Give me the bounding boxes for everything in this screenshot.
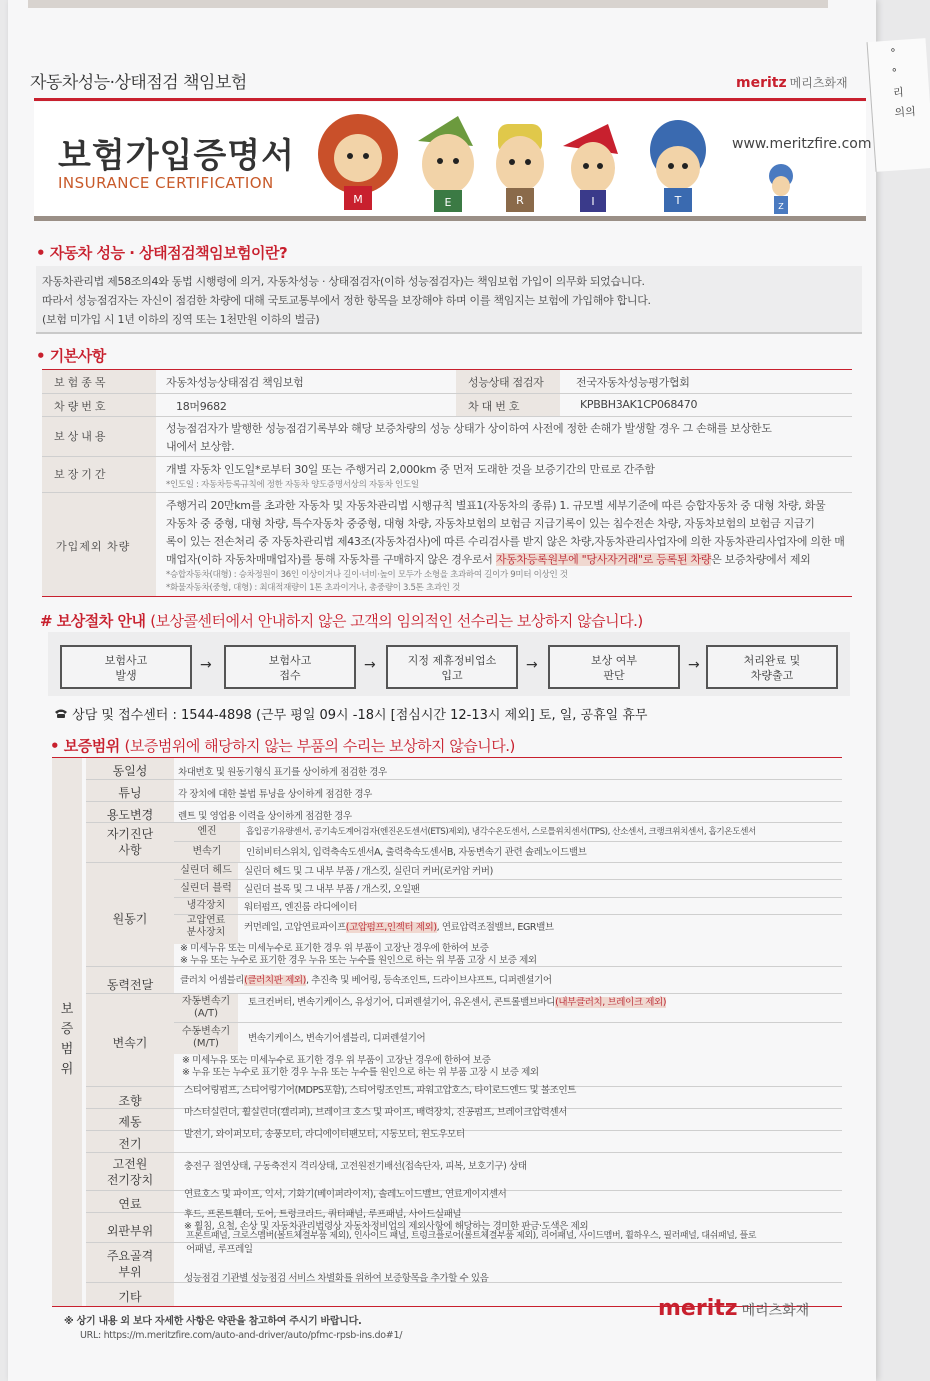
header-subtitle: 자동차성능·상태점검 책임보험 xyxy=(30,73,247,93)
power-desc: 클러치 어셈블리(클러치판 제외), 추진축 및 베어링, 등속조인트, 드라이브샤프트, 디퍼렌셜기어 xyxy=(180,975,552,986)
scope-cat-transmission: 변속기 xyxy=(112,1036,148,1050)
mascot-e xyxy=(418,116,474,212)
svg-text:T: T xyxy=(674,194,682,207)
scope-cat-selfdiag: 자기진단 사항 xyxy=(106,827,154,857)
row-divider xyxy=(42,456,852,457)
excluded-line-2: 자동차 중 중형, 대형 차량, 특수자동차 중중형, 대형 차량, 자동차보험의 보험금 지급기록이 있는 침수전손 차량, 자동차보험의 보험금 지급기 xyxy=(166,517,815,530)
scope-desc-tuning: 각 장치에 대한 불법 튜닝을 상이하게 점검한 경우 xyxy=(178,789,372,800)
row-divider xyxy=(86,801,842,802)
intro-line-2: 따라서 성능점검자는 자신이 점검한 차량에 대해 국토교통부에서 정한 항목을 보장해야 하며 이를 책임지는 보험에 가입해야 합니다. xyxy=(42,294,651,307)
selfdiag-trans-label: 변속기 xyxy=(192,846,222,857)
trans-note-1: ※ 미세누유 또는 미세누수로 표기한 경우 위 부품이 고장난 경우에 한하여 보증 xyxy=(182,1055,491,1066)
frame-desc-2: 어패널, 루프레일 xyxy=(186,1244,253,1255)
scope-cat-electric: 전기 xyxy=(118,1137,142,1151)
row-divider xyxy=(42,393,852,394)
electric-desc: 발전기, 와이퍼모터, 송풍모터, 라디에이터팬모터, 시동모터, 윈도우모터 xyxy=(184,1129,465,1140)
header-url: www.meritzfire.com xyxy=(732,136,872,152)
excluded-label: 가입제외 차량 xyxy=(56,540,131,553)
hv-desc: 충전구 절연상태, 구동축전지 격리상태, 고전원전기배선(접속단자, 피복, 보호기구) 상태 xyxy=(184,1161,527,1172)
fuel-desc: 연료호스 및 파이프, 익서, 기화기(베이퍼라이저), 솔레노이드밸브, 연료게이지센서 xyxy=(184,1189,507,1200)
svg-text:M: M xyxy=(353,193,363,206)
coverage-line-2: 내에서 보상함. xyxy=(166,440,235,453)
arrow-icon: → xyxy=(526,657,538,673)
mascot-m xyxy=(318,114,398,210)
engine-item-desc: 실린더 블록 및 그 내부 부품 / 개스킷, 오일팬 xyxy=(244,884,420,895)
brand-logo-top: meritz 메리츠화재 xyxy=(736,75,848,91)
period-value: 개별 자동차 인도일*로부터 30일 또는 주행거리 2,000km 중 먼저 도래한 것을 보증기간의 만료로 간주함 xyxy=(166,463,655,476)
row-divider xyxy=(86,966,842,967)
scope-cat-exterior: 외판부위 xyxy=(106,1224,154,1238)
procedure-heading: # 보상절차 안내 (보상콜센터에서 안내하지 않은 고객의 임의적인 선수리는 보상하지 않습니다.) xyxy=(40,612,643,630)
etc-desc: 성능점검 기관별 성능점검 서비스 차별화를 위하여 보증항목을 추가할 수 있음 xyxy=(184,1273,489,1284)
vin-label: 차대번호 xyxy=(468,400,523,413)
exterior-desc-2: ※ 휠침, 요철, 손상 및 자동차관리법령상 자동차정비업의 제외사항에 해당하는 경미한 판금·도색은 제외 xyxy=(184,1221,589,1232)
engine-note-1: ※ 미세누유 또는 미세누수로 표기한 경우 위 부품이 고장난 경우에 한하여 보증 xyxy=(180,943,489,954)
row-divider xyxy=(86,822,842,823)
mascot-r xyxy=(496,124,544,212)
arrow-icon: → xyxy=(364,657,376,673)
scope-heading: • 보증범위 (보증범위에 해당하지 않는 부품의 수리는 보상하지 않습니다.) xyxy=(50,737,515,755)
row-divider xyxy=(174,841,842,842)
basic-bottom-rule xyxy=(42,596,852,597)
step-accident-occurs: 보험사고 발생 xyxy=(60,645,192,689)
engine-note-2: ※ 누유 또는 누수로 표기한 경우 누유 또는 누수를 원인으로 하는 위 부품 고장 시 보증 제외 xyxy=(180,955,537,966)
excluded-note-2: *화물자동차(중형, 대형) : 최대적재량이 1톤 초과이거나, 총중량이 3.5톤 초과인 것 xyxy=(166,583,461,593)
car-number-label: 차량번호 xyxy=(54,400,109,413)
row-divider xyxy=(174,897,842,898)
row-divider xyxy=(42,492,852,493)
inspector-value: 전국자동차성능평가협회 xyxy=(576,376,690,389)
mascot-z xyxy=(766,158,796,216)
banner-bottom-bar xyxy=(34,216,866,221)
mascot-i xyxy=(563,124,618,212)
row-divider xyxy=(174,914,842,915)
scope-cat-engine: 원동기 xyxy=(112,912,148,926)
intro-heading: • 자동차 성능 · 상태점검책임보험이란? xyxy=(36,244,288,262)
insurance-type-label: 보험종목 xyxy=(54,376,109,389)
scope-cat-usage: 용도변경 xyxy=(106,808,154,822)
step-judgement: 보상 여부 판단 xyxy=(548,645,680,689)
phone-icon xyxy=(54,708,68,719)
page-title: 보험가입증명서 xyxy=(58,136,295,176)
intro-line-1: 자동차관리법 제58조의4와 동법 시행령에 의거, 자동차성능 · 상태점검자(이하 성능점검자)는 책임보험 가입이 의무화 되었습니다. xyxy=(42,275,645,288)
inspector-label: 성능상태 점검자 xyxy=(468,376,544,389)
side-document-edge: ° ° 리 의의 xyxy=(867,38,930,172)
scope-cat-frame: 주요골격 부위 xyxy=(106,1249,154,1279)
vin-value: KPBBH3AK1CP068470 xyxy=(580,398,698,411)
auto-trans-label: 자동변속기 (A/T) xyxy=(181,996,231,1019)
scope-desc-usage: 렌트 및 영업용 이력을 상이하게 점검한 경우 xyxy=(178,811,352,822)
row-divider xyxy=(174,1022,842,1023)
selfdiag-engine-label: 엔진 xyxy=(197,826,217,837)
trans-note-2: ※ 누유 또는 누수로 표기한 경우 누유 또는 누수를 원인으로 하는 위 부품 고장 시 보증 제외 xyxy=(182,1067,539,1078)
engine-item-label: 냉각장치 xyxy=(186,900,226,911)
engine-fuel-label: 고압연료 분사장치 xyxy=(186,915,226,938)
steering-desc: 스티어링펌프, 스티어링기어(MDPS포함), 스티어링조인트, 파워고압호스, 타이로드엔드 및 볼조인트 xyxy=(184,1085,577,1096)
engine-item-desc: 실린더 헤드 및 그 내부 부품 / 개스킷, 실린더 커버(로커암 커버) xyxy=(244,866,493,877)
row-divider xyxy=(42,416,852,417)
scope-cat-identity: 동일성 xyxy=(112,764,148,778)
engine-item-label: 실린더 헤드 xyxy=(180,865,232,876)
scope-cat-steering: 조향 xyxy=(118,1094,142,1108)
insurance-type-value: 자동차성능상태점검 책임보험 xyxy=(166,376,304,389)
engine-item-desc: 워터펌프, 엔진룸 라디에이터 xyxy=(244,902,358,913)
scope-cat-brake: 제동 xyxy=(118,1115,142,1129)
selfdiag-trans-desc: 인히비터스위치, 입력축속도센서A, 출력축속도센서B, 자동변속기 관련 솔레노이드밸브 xyxy=(246,847,587,858)
brake-desc: 마스터실린더, 휠실린더(캘리퍼), 브레이크 호스 및 파이프, 배력장치, 진공펌프, 브레이크압력센서 xyxy=(184,1107,567,1118)
arrow-icon: → xyxy=(688,657,700,673)
excluded-line-3: 록이 있는 전손처리 중 자동차관리법 제43조(자동차검사)에 따른 수리검사를 받지 않은 차량,자동차관리사업자에 의한 자동차관리사업자에 의한 매 xyxy=(166,535,845,548)
coverage-line-1: 성능점검자가 발행한 성능점검기록부와 해당 보증차량의 성능 상태가 상이하여 사전에 정한 손해가 발생할 경우 그 손해를 보상한도 xyxy=(166,422,772,435)
excluded-line-4: 매업자(이하 자동차매매업자)를 통해 자동차를 구매하지 않은 경우로서 자동차등록원부에 "당사자거래"로 등록된 차량은 보증차량에서 제외 xyxy=(166,553,811,566)
frame-desc-1: 프론트패널, 크로스멤버(볼트체결부품 제외), 인사이드 패널, 트렁크플로어(볼트체결부품 제외), 리어패널, 사이드멤버, 휠하우스, 필러패널, 대쉬패널, 플로 xyxy=(186,1231,757,1241)
period-note: *인도일 : 자동차등록규칙에 정한 자동차 양도증명서상의 자동차 인도일 xyxy=(166,480,419,490)
excluded-note-1: *승합자동차(대형) : 승차정원이 36인 이상이거나 길이·너비·높이 모두가 소형을 초과하여 길이가 9미터 이상인 것 xyxy=(166,570,568,580)
exterior-desc-1: 후드, 프론트휀더, 도어, 트렁크리드, 쿼터패널, 루프패널, 사이드실패널 xyxy=(184,1209,462,1220)
period-label: 보장기간 xyxy=(54,468,109,481)
step-accident-report: 보험사고 접수 xyxy=(224,645,356,689)
scope-cat-power: 동력전달 xyxy=(106,978,154,992)
engine-item-label: 실린더 블럭 xyxy=(180,883,232,894)
scope-cat-etc: 기타 xyxy=(118,1290,142,1304)
brand-logo-bottom: meritz 메리츠화재 xyxy=(658,1296,810,1321)
scope-cat-tuning: 튜닝 xyxy=(118,786,142,800)
basic-heading: • 기본사항 xyxy=(36,347,106,365)
manual-trans-label: 수동변속기 (M/T) xyxy=(181,1026,231,1049)
svg-text:I: I xyxy=(591,195,595,208)
scope-side-label: 보 증 범 위 xyxy=(60,1002,74,1077)
excluded-line-1: 주행거리 20만km를 초과한 자동차 및 자동차관리법 시행규칙 별표1(자동차의 종류) 1. 규모별 세부기준에 따른 승합자동차 중 대형 차량, 화물 xyxy=(166,499,826,512)
scope-cat-fuel: 연료 xyxy=(118,1197,142,1211)
coverage-label: 보상내용 xyxy=(54,430,109,443)
step-repair-shop: 지정 제휴정비업소 입고 xyxy=(386,645,518,689)
selfdiag-engine-desc: 흡입공기유량센서, 공기속도계어검자(엔진온도센서(ETS)제외), 냉각수온도센서, 스로틀위치센서(TPS), 산소센서, 크랭크위치센서, 흡기온도센서 xyxy=(246,827,756,837)
certificate-page xyxy=(8,0,876,1381)
footer-url: URL: https://m.meritzfire.com/auto-and-driver/auto/pfmc-rpsb-ins.do#1/ xyxy=(80,1330,403,1341)
svg-text:Z: Z xyxy=(778,202,784,211)
intro-line-3: (보험 미가입 시 1년 이하의 징역 또는 1천만원 이하의 벌금) xyxy=(42,313,320,326)
manual-trans-desc: 변속기케이스, 변속기어셈블리, 디퍼렌셜기어 xyxy=(248,1033,426,1044)
scope-desc-identity: 차대번호 및 원동기형식 표기를 상이하게 점검한 경우 xyxy=(178,767,387,778)
svg-text:R: R xyxy=(516,194,524,207)
arrow-icon: → xyxy=(200,657,212,673)
step-completion: 처리완료 및 차량출고 xyxy=(706,645,838,689)
svg-text:E: E xyxy=(444,196,452,209)
row-divider xyxy=(86,1152,842,1153)
top-rule xyxy=(34,98,866,101)
car-number-value: 18머9682 xyxy=(176,400,227,413)
footer-note: ※ 상기 내용 외 보다 자세한 사항은 약관을 참고하여 주시기 바랍니다. xyxy=(64,1316,362,1327)
engine-fuel-desc: 커먼레일, 고압연료파이프(고압펌프,인젝터 제외), 연료압력조절밸브, EGR밸브 xyxy=(244,922,554,933)
row-divider xyxy=(174,879,842,880)
contact-line: 상담 및 접수센터 : 1544-4898 (근무 평일 09시 -18시 [점심시간 12-13시 제외] 토, 일, 공휴일 휴무 xyxy=(54,704,647,723)
row-divider xyxy=(86,779,842,780)
scope-cat-hv: 고전원 전기장치 xyxy=(106,1157,154,1187)
mascot-t xyxy=(650,120,706,212)
basic-top-rule xyxy=(42,369,852,370)
top-strip xyxy=(28,0,828,8)
auto-trans-desc: 토크컨버터, 변속기케이스, 유성기어, 디퍼렌셜기어, 유온센서, 콘트롤밸브바디(내부클러치, 브레이크 제외) xyxy=(248,997,667,1008)
mascot-characters xyxy=(308,106,728,216)
page-title-en: INSURANCE CERTIFICATION xyxy=(58,174,274,192)
